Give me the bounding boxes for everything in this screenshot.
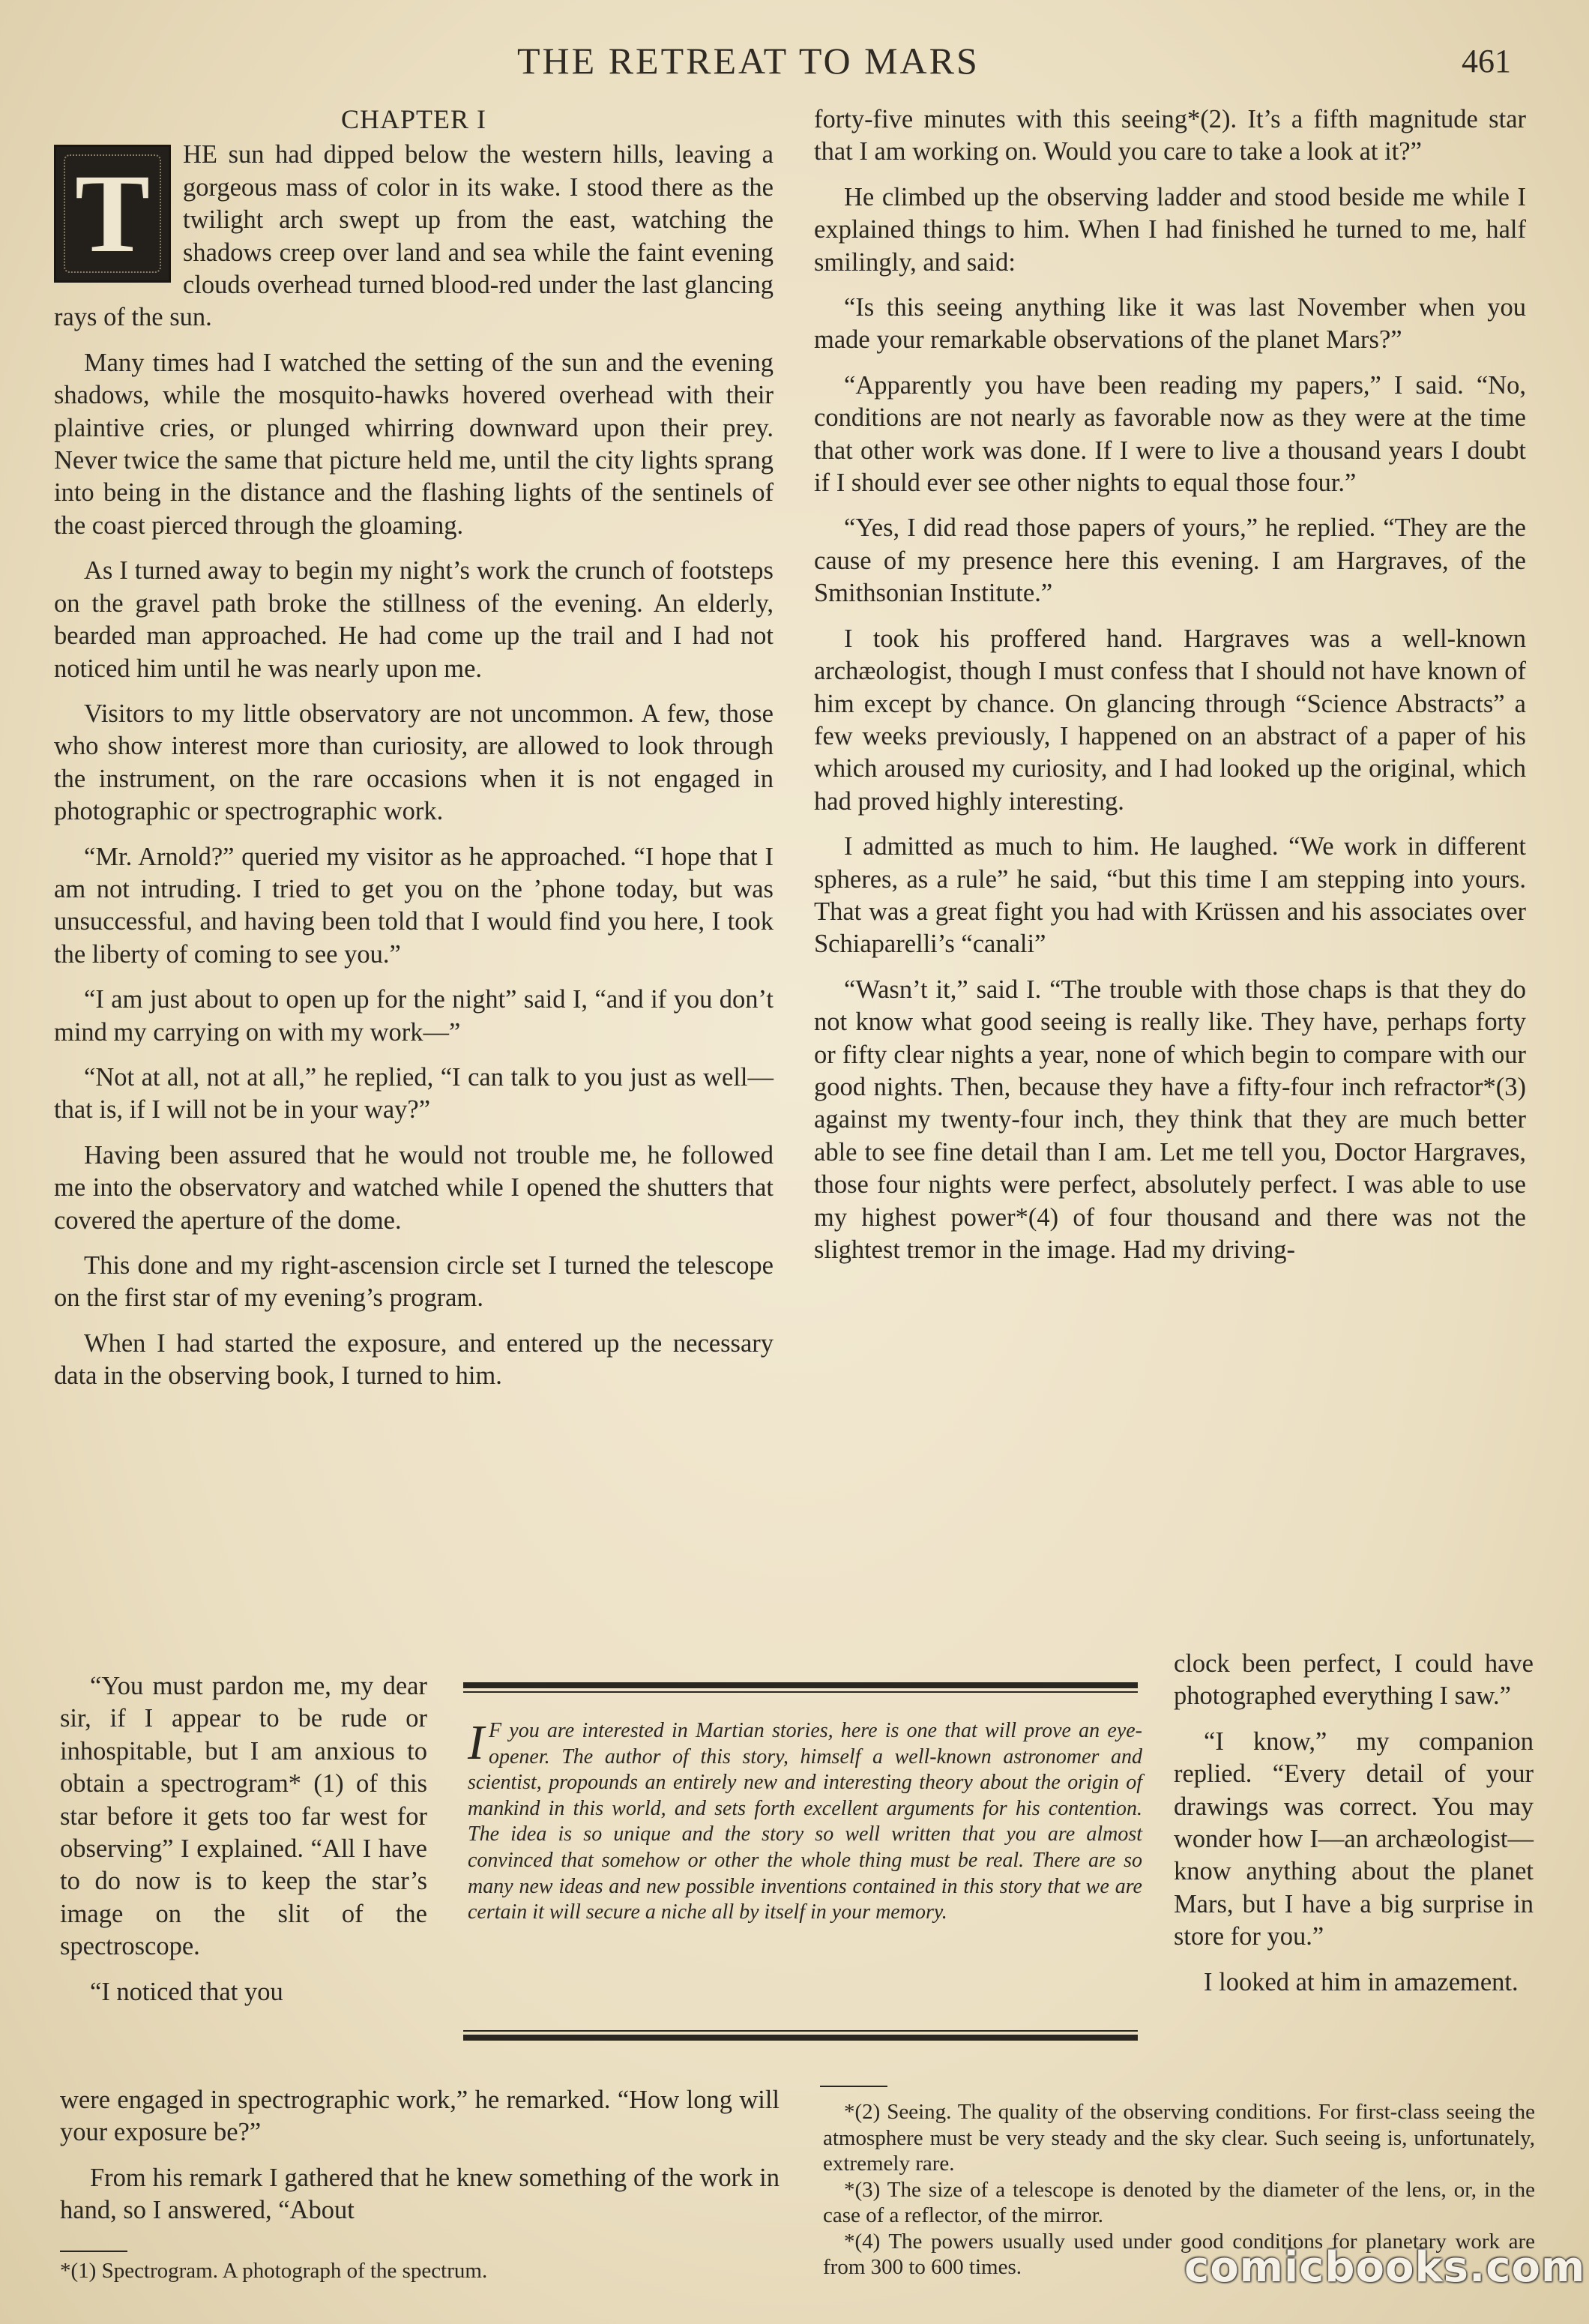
- paragraph: This done and my right-ascension circle set I turned the telescope on the first star of my evening’s program.: [54, 1251, 774, 1313]
- paragraph: Visitors to my little observatory are not uncommon. A few, those who show interest more than curiosity, are allowed to look through the instrument, on the rare occasions when it is not engaged in photographic or spectrographic work.: [54, 699, 774, 826]
- blurb-initial: I: [468, 1715, 484, 1770]
- paragraph: “Not at all, not at all,” he replied, “I can talk to you just as well—that is, if I will not be in your way?”: [54, 1062, 774, 1125]
- paragraph: “Mr. Arnold?” queried my visitor as he approached. “I hope that I am not intruding. I tried to get you on the ’phone today, but was unsuccessful, and having been told that I would find you here, I took the liberty of coming to see you.”: [54, 842, 774, 969]
- paragraph: HE sun had dipped below the western hills, leaving a gorgeous mass of color in its wake. I stood there as the twilight arch swept up from the east, watching the shadows creep over land and sea while the faint evening clouds overhead turned blood-red under the last glancing rays of the sun.: [54, 140, 774, 332]
- left-column-bottom: [60, 2084, 780, 2240]
- running-head: [0, 39, 1589, 91]
- blurb-rule: [463, 1691, 1138, 1693]
- paragraph: “Apparently you have been reading my papers,” I said. “No, conditions are not nearly as favorable now as they were at the time that other work was done. If I were to live a thousand years I doubt if I should ever see other nights to equal those four.”: [814, 370, 1526, 498]
- ornamental-dropcap: [54, 145, 171, 283]
- page-number: 461: [1462, 43, 1511, 79]
- paragraph: From his remark I gathered that he knew something of the work in hand, so I answered, “About: [60, 2163, 780, 2225]
- paragraph: were engaged in spectrographic work,” he remarked. “How long will your exposure be?”: [60, 2086, 780, 2147]
- paragraph: He climbed up the observing ladder and stood beside me while I explained things to him. When I had finished he turned to me, half smilingly, and said:: [814, 182, 1526, 277]
- paragraph: I admitted as much to him. He laughed. “We work in different spheres, as a rule” he said, “but this time I am stepping into yours. That was a great fight you had with Krüssen and his associates over Schiaparelli’s “canali”: [814, 832, 1526, 959]
- blurb-text: [468, 1715, 1142, 1926]
- blurb-rule: [463, 2030, 1138, 2032]
- paragraph: Having been assured that he would not trouble me, he followed me into the observatory and watched while I opened the shutters that covered the aperture of the dome.: [54, 1140, 774, 1235]
- left-column-top: [54, 103, 774, 1406]
- right-column-narrow: [1174, 1648, 1534, 2011]
- paragraph: “Is this seeing anything like it was last November when you made your remarkable observations of the planet Mars?”: [814, 293, 1526, 355]
- footnote-rule: [60, 2251, 127, 2252]
- footnote-rule: [820, 2086, 887, 2087]
- dropcap-letter: T: [74, 151, 151, 277]
- blurb-rule: [463, 1682, 1138, 1688]
- blurb-rule: [463, 2035, 1138, 2041]
- chapter-heading: CHAPTER I: [340, 104, 486, 134]
- footnote: *(3) The size of a telescope is denoted by the diameter of the lens, or, in the case of a reflector, of the mirror.: [823, 2177, 1535, 2227]
- blurb-body: F you are interested in Martian stories, here is one that will prove an eye-opener. The author of this story, himself a well-known astronomer and scientist, propounds an entirely new and interesting theory about the origin of mankind in this world, and sets forth excellent arguments for his contention. The idea is so unique and the story so well written that you are almost convinced that somehow or other the whole thing must be real. There are so many new ideas and new possible inventions contained in this story that we are certain it will secure a niche all by itself in your memory.: [468, 1719, 1142, 1924]
- paragraph: “You must pardon me, my dear sir, if I appear to be rude or inhospitable, but I am anxious to obtain a spectrogram* (1) of this star before it gets too far west for observing” I explained. “All I have to do now is to keep the star’s image on the slit of the spectroscope.: [60, 1672, 427, 1961]
- paragraph: “I know,” my companion replied. “Every detail of your drawings was correct. You may wonder how I—an archæologist—know anything about the planet Mars, but I have a big surprise in store for you.”: [1174, 1727, 1534, 1951]
- paragraph: I took his proffered hand. Hargraves was a well-known archæologist, though I must confess that I should not have known of him except by chance. On glancing through “Science Abstracts” a few weeks previously, I happened on an abstract of a paper of his which aroused my curiosity, and I had looked up the original, which had proved highly interesting.: [814, 624, 1526, 816]
- paragraph: “Wasn’t it,” said I. “The trouble with those chaps is that they do not know what good seeing is really like. They have, perhaps forty or fifty clear nights a year, none of which begin to compare with our good nights. Then, because they have a fifty-four inch refractor*(3) against my twenty-four inch, they think that they are much better able to see fine detail than I am. Let me tell you, Doctor Hargraves, those four nights were perfect, absolutely perfect. I was able to use my highest power*(4) of four thousand and there was not the slightest tremor in the image. Had my driving-: [814, 975, 1526, 1264]
- footnote: *(1) Spectrogram. A photograph of the spectrum.: [60, 2259, 488, 2283]
- running-title: THE RETREAT TO MARS: [517, 40, 980, 82]
- paragraph: clock been perfect, I could have photographed everything I saw.”: [1174, 1649, 1534, 1711]
- editorial-blurb-box: [463, 1682, 1142, 2041]
- left-column-narrow: [60, 1670, 427, 2021]
- footnote: *(2) Seeing. The quality of the observing conditions. For first-class seeing the atmosphere must be very steady and the sky clear. Such seeing is, unfortunately, extremely rare.: [823, 2100, 1535, 2176]
- right-column-top: [814, 103, 1526, 1279]
- paragraph: “I noticed that you: [90, 1977, 283, 2006]
- site-watermark: comicbooks.com: [1184, 2243, 1586, 2292]
- paragraph: I looked at him in amazement.: [1204, 1967, 1519, 1996]
- paragraph: Many times had I watched the setting of the sun and the evening shadows, while the mosquito-hawks hovered overhead with their plaintive cries, or plunged whirring downward upon their prey. Never twice the same that picture held me, until the city lights sprang into being in the distance and the flashing lights of the sentinels of the coast pierced through the gloaming.: [54, 348, 774, 540]
- paragraph: “I am just about to open up for the night” said I, “and if you don’t mind my carrying on with my work—”: [54, 985, 774, 1047]
- paragraph: When I had started the exposure, and entered up the necessary data in the observing book, I turned to him.: [54, 1328, 774, 1391]
- paragraph: forty-five minutes with this seeing*(2). It’s a fifth magnitude star that I am working on. Would you care to take a look at it?”: [814, 105, 1526, 166]
- footnote: *(4) The powers usually used under good conditions for planetary work are from 300 to 600 times.: [823, 2229, 1535, 2279]
- paragraph: “Yes, I did read those papers of yours,” he replied. “They are the cause of my presence here this evening. I am Hargraves, of the Smithsonian Institute.”: [814, 514, 1526, 608]
- paragraph: As I turned away to begin my night’s work the crunch of footsteps on the gravel path broke the stillness of the evening. An elderly, bearded man approached. He had come up the trail and I had not noticed him until he was nearly upon me.: [54, 556, 774, 683]
